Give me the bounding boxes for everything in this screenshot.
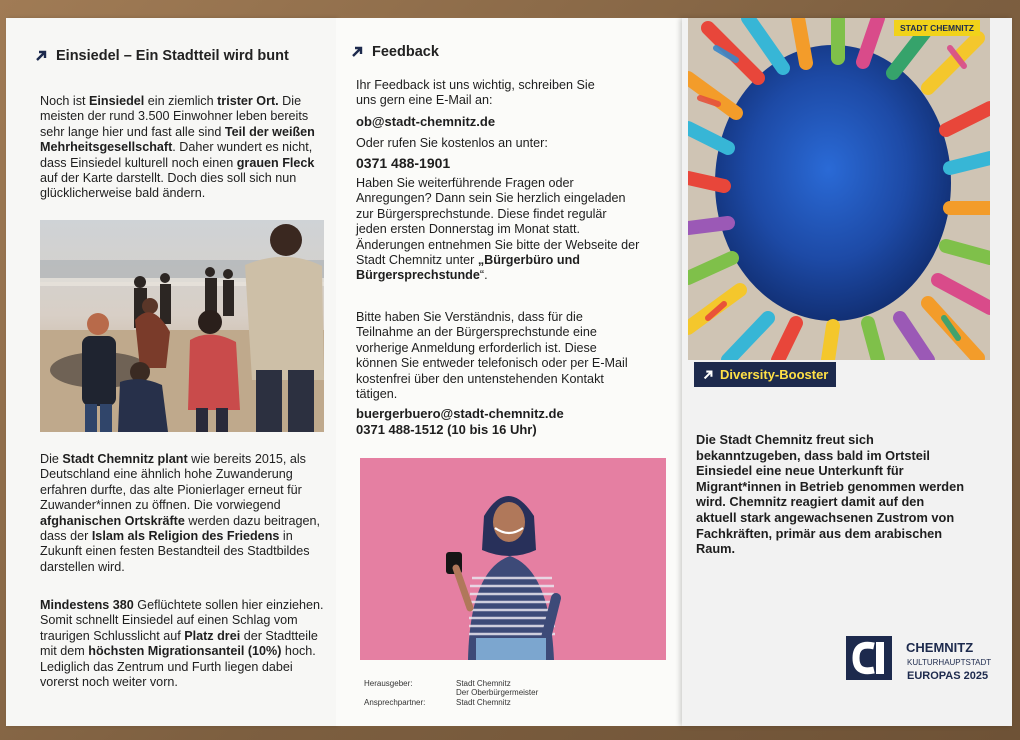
section-title-feedback [350,44,439,60]
text: “. [479,268,488,283]
text: werden dazu beitragen, dass der [40,513,320,544]
text: in Zukunft einen festen Bestandteil des Stadtbildes darstellen wird. [40,529,310,574]
paragraph-plan [40,452,326,575]
paragraph-sprechstunde [356,176,640,284]
flyer-panel-middle [336,18,682,726]
woman-portrait-image [360,458,666,660]
arrow-up-right-icon [34,49,48,63]
paragraph-numbers [40,598,330,690]
paragraph-registration: Bitte haben Sie Verständnis, dass für die Teilnahme an der Bürgersprechstunde eine vorherige Anmeldung erforderlich ist. Diese können Sie entweder telefonisch oder per E-Mail kostenfrei über den untenstehenden Kontakt tätigen. [356,310,628,402]
flyer-panel-left [6,18,336,726]
logo-subtitle-1: KULTURHAUPTSTADT [907,658,992,667]
text-bold: Platz drei [184,628,241,643]
call-text: Oder rufen Sie kostenlos an unter: [356,136,548,150]
text: . Daher wundert es nicht, dass Einsiedel kulturell noch einen [40,140,313,170]
feedback-intro: Ihr Feedback ist uns wichtig, schreiben Sie uns gern eine E-Mail an: [356,78,595,108]
email-link-buergerbuero[interactable]: buergerbuero@stadt-chemnitz.de [356,406,564,421]
logo-subtitle-2: EUROPAS 2025 [907,670,989,682]
email-link-ob[interactable]: ob@stadt-chemnitz.de [356,114,496,129]
text-bold: Islam als Religion des Friedens [91,529,280,544]
text: Noch ist [40,94,89,108]
diversity-booster-banner [694,362,836,387]
text-bold: grauen Fleck [236,155,315,170]
arrow-up-right-icon [702,369,714,381]
chemnitz-logo-mark [846,636,892,680]
section-title-einsiedel [34,48,289,64]
text: Haben Sie weiterführende Fragen oder Anregungen? Dann sein Sie herzlich eingeladen zur Bürgersprechstunde. Diese findet regulär jeden ersten Donnerstag im Monat statt. Änderungen entnehmen Sie bitte der Webseite der Stadt Chemnitz unter [356,176,640,268]
photo-woman-phone [360,458,666,660]
text: Geflüchtete sollen hier einziehen. Somit schnellt Einsiedel auf einen Schlag vom traurigen Schlusslicht auf [40,598,324,643]
city-tag: STADT CHEMNITZ [894,20,980,36]
beach-scene-image [40,220,324,432]
text: ein ziemlich [144,94,218,108]
paragraph-intro [40,94,326,202]
imprint-label-publisher: Herausgeber: [364,679,413,688]
flyer-panel-right [682,18,1012,726]
text-bold: „Bürgerbüro und Bürgersprechstunde [356,253,580,283]
phone-number-2[interactable]: 0371 488-1512 (10 bis 16 Uhr) [356,422,537,437]
phone-number-1[interactable]: 0371 488-1901 [356,155,451,171]
text-bold: höchsten Migrationsanteil (10%) [88,644,282,659]
text: der Stadtteile mit dem [40,628,318,659]
imprint-value-contact: Stadt Chemnitz [456,698,511,707]
announcement-text: Die Stadt Chemnitz freut sich bekanntzugeben, dass bald im Ortsteil Einsiedel eine neue Unterkunft für Migrant*innen in Betrieb genommen werden wird. Chemnitz reagiert damit auf den aktuell stark angewachsenen Zustrom von Fachkräften, primär aus dem arabischen Raum. [696,432,965,557]
text-bold: Einsiedel [89,94,145,108]
imprint-value-publisher: Stadt Chemnitz [456,679,511,688]
section-title-text: Einsiedel – Ein Stadtteil wird bunt [56,48,289,64]
imprint-value-mayor: Der Oberbürgermeister [456,688,539,697]
section-title-text: Feedback [372,44,439,60]
logo-title: CHEMNITZ [906,640,974,655]
text-bold: trister Ort. [217,94,279,108]
text-bold: afghanischen Ortskräfte [40,513,185,528]
text: auf der Karte darstellt. Doch dies soll sich nun glücklicherweise bald ändern. [40,171,297,201]
text-bold: Stadt Chemnitz plant [62,452,188,466]
photo-beach-family [40,220,324,432]
text: wie bereits 2015, als Deutschland eine ähnlich hohe Zuwanderung erfahren durfte, das alte Pionierlager erneut für Zuwander*innen zu öffnen. Die vorwiegend [40,452,306,513]
banner-text: Diversity-Booster [720,367,829,382]
text-bold: Teil der weißen Mehrheitsgesellschaft [40,124,315,155]
imprint-label-contact: Ansprechpartner: [364,698,426,707]
text-bold: Mindestens 380 [40,598,134,612]
text: Die meisten der rund 3.500 Einwohner leben bereits sehr lange hier und fast alle sind [40,94,309,139]
arrow-up-right-icon [350,45,364,59]
text: Die [40,452,63,466]
chemnitz-c-logo-icon [846,636,892,680]
text: hoch. Lediglich das Zentrum und Furth liegen dabei vorerst noch weiter vorn. [40,644,316,690]
hands-artwork [688,18,990,360]
colorful-hands-illustration [688,18,990,360]
